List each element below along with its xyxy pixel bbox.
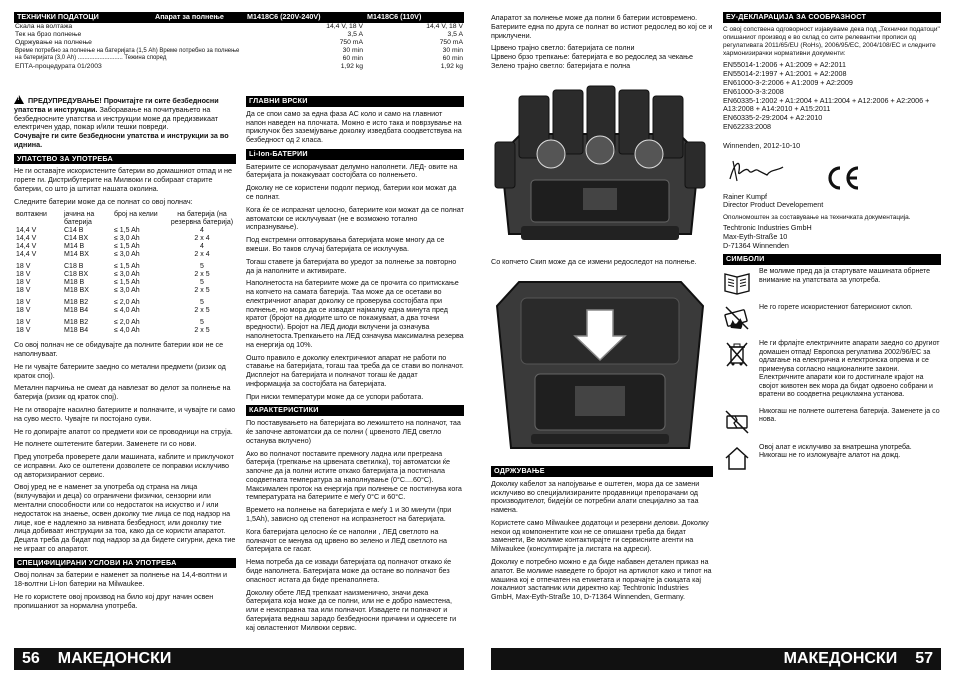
- battery-fire-icon: [723, 304, 751, 332]
- house-icon: [723, 444, 751, 472]
- damaged-battery-icon: [723, 408, 751, 436]
- battery-col-header: јачина на батерија: [64, 210, 95, 226]
- spec-section: [14, 12, 464, 72]
- usage-paragraph: Не ги оставајте искористените батерии во домашниот отпад и не горете ги. Дистрибутерите на Милвоки ги собираат старите батерии, со што ја штитат нашата околина.: [14, 166, 232, 194]
- battery-row: [14, 251, 236, 259]
- declaration-place-date: Winnenden, 2012-10-10: [723, 140, 801, 150]
- spec-header-title: ТЕХНИЧКИ ПОДАТОЦИ: [14, 12, 152, 23]
- symbol-row: [723, 408, 941, 436]
- battery-cell: ≤ 1,5 Ah: [114, 242, 140, 250]
- battery-cell: M18 B2: [64, 299, 89, 307]
- usage-paragraph: Не ги отворајте насилно батериите и полначите, и чувајте ги само на суво место. Чувајте ги постојано суви.: [14, 404, 236, 423]
- spec-header-charger: Апарат за полнење: [152, 12, 244, 23]
- right-page: [477, 0, 954, 677]
- symbols-heading: СИМБОЛИ: [723, 254, 941, 265]
- battery-cell: 14,4 V: [16, 226, 37, 234]
- warning-text: Заборавање на почитувањето на безбедносните упатства и инструкции може да предизвикаат електричен удар, пожар и/или тешки повреди.: [14, 104, 219, 132]
- spec-value: 1,92 kg: [340, 63, 363, 71]
- battery-row: [14, 235, 236, 243]
- spec-value: 14,4 V, 18 V: [426, 22, 463, 30]
- usage-paragraph: Не ги чувајте батериите заедно со метални предмети (ризик од краток спој).: [14, 361, 226, 380]
- battery-cell: M18 B: [64, 278, 85, 286]
- usage-paragraph: Не полнете оштетените батерии. Заменете ги со нови.: [14, 439, 197, 449]
- declaration-intro: С овој сопствена одговорност изјавуваме дека под „Технички податоци" опишаниот производ е во склад со сите релевантни прописи од регулативата 2011/65/EU (RoHs), 2006/95/EC, 2004/108/EC и следните хармонизирачки нормативни документи:: [723, 25, 940, 57]
- battery-row: [14, 315, 236, 327]
- battery-cell: ≤ 3,0 Ah: [114, 270, 140, 278]
- battery-cell: 5: [200, 319, 204, 327]
- symbol-row: [723, 444, 941, 472]
- charger-skip-image: [491, 276, 709, 456]
- battery-row: [14, 279, 236, 287]
- battery-cell: 18 V: [16, 262, 31, 270]
- li-ion-paragraph: Ошто правило е доколку електричниот апарат не работи по ставање на батеријата, тогаш таа треба да се стави во полначот. Дисплејот на батеријата и полначот тогаш ќе дадат информација за состојбата на батеријата.: [246, 352, 464, 388]
- battery-cell: 5: [200, 299, 204, 307]
- battery-cell: 5: [200, 262, 204, 270]
- usage-heading: УПАТСТВО ЗА УПОТРЕБА: [14, 154, 236, 165]
- conditions-paragraph: Овој полнач за батерии е наменет за полнење на 14,4-волтни и 18-волтни Li-Ion батерии на Milwaukee.: [14, 570, 228, 589]
- battery-cell: ≤ 1,5 Ah: [114, 262, 140, 270]
- battery-cell: ≤ 3,0 Ah: [114, 287, 140, 295]
- spec-value: 1,92 kg: [440, 63, 463, 71]
- usage-paragraph: Следните батерии може да се полнат со овој полнач:: [14, 196, 193, 206]
- battery-cell: C14 BX: [64, 234, 89, 242]
- usage-paragraph: Не го допирајте апатот со предмети кои се проводници на струја.: [14, 426, 233, 436]
- declaration-heading: ЕУ-ДЕКЛАРАЦИЈА ЗА СООБРАЗНОСТ: [723, 12, 941, 23]
- maintenance-paragraph: Користете само Milwaukee додатоци и резервни делови. Доколку некои од компонентите кои не се опишани треба да бидат заменети, Ве молиме контактирајте ги сервисните агенти на Milwaukee (консултирајте ја листата на адреси).: [491, 517, 709, 554]
- signature-image: [727, 157, 787, 185]
- spec-value: 3,5 A: [347, 30, 363, 38]
- charging-led-text: Црвено трајно светло: батеријата се полни Црвено брзо трепкање: батеријата е во редослед за чекање Зелено трајно светло: батеријата е полна: [491, 43, 693, 70]
- specified-conditions-heading: СПЕЦИФИЦИРАНИ УСЛОВИ НА УПОТРЕБА: [14, 558, 236, 569]
- charging-text: Апаратот за полнење може да полни 6 батерии истовремено. Батериите една по друга се полнат во истиот редослед во кој се и приклучени.: [491, 13, 713, 40]
- battery-cell: ≤ 4,0 Ah: [114, 327, 140, 335]
- warning-title: ПРЕДУПРЕДУВАЊЕ! Прочитајте ги сите безбедносни упатства и инструкции.: [14, 96, 219, 114]
- battery-cell: 14,4 V: [16, 234, 37, 242]
- battery-cell: 5: [200, 278, 204, 286]
- usage-paragraph: Металнн парчиња не смеат да навлезат во делот за полнење на батерија (ризик од краток спој).: [14, 383, 231, 402]
- battery-cell: 2 x 5: [194, 327, 210, 335]
- warning-block: [14, 95, 236, 150]
- battery-cell: 18 V: [16, 270, 31, 278]
- battery-cell: C18 BX: [64, 270, 89, 278]
- characteristics-paragraph: Кога батеријата целосно ќе се наполни , ЛЕД светлото на полначот се менува од црвено во зелено и ЛЕД светлото на батеријата се гасат.: [246, 526, 448, 554]
- spec-row: [14, 23, 464, 31]
- main-plugs-heading: ГЛАВНИ ВРСКИ: [246, 96, 464, 107]
- battery-row: [14, 259, 236, 271]
- battery-col-header: број на келии: [114, 210, 158, 218]
- battery-cell: 18 V: [16, 319, 31, 327]
- symbol-text: Не го горете искористениот батерискиот склоп.: [759, 304, 913, 312]
- book-icon: [723, 268, 751, 296]
- authorization-text: Ополномоштен за составување на техничката документација.: [723, 214, 911, 222]
- battery-cell: 2 x 5: [194, 287, 210, 295]
- warning-icon: [14, 95, 24, 104]
- spec-row: [14, 39, 464, 47]
- battery-cell: 2 x 4: [194, 234, 210, 242]
- ce-mark: [825, 165, 861, 191]
- battery-cell: 18 V: [16, 287, 31, 295]
- li-ion-paragraph: Тогаш ставете ја батеријата во уредот за полнење за повторно да ја наполните и активирате.: [246, 256, 457, 275]
- characteristics-paragraph: Ако во полначот поставите премногу ладна или прегреана батерија (трепкање на црвената светилка), тој автоматски ќе започне да ја полни истите откако батеријата ја постигнала соодветната температура за наполнување (0°C....60°C). Максимален проток на енергија при полнење се постигнува кога температурата на батериите е меѓу 0°C и 60°C.: [246, 448, 462, 502]
- page-number: 57: [915, 650, 933, 667]
- left-page-right-column: [246, 92, 464, 636]
- usage-paragraph: Овој уред не е наменет за употреба од страна на лица (вклучувајки и деца) со ограничени физички, сензорни или ментални способности или со недостаток на искуство и / или недостаток на знаење, освен доколку тие лица се под надзор на лице, кое е надлежно за нивната безбедност, или доколку тие лица добиваат инструкции за тоа, какo да се користи апаратот. Децата треба да бидат под надзор за да бидете сигурни, дека тие не играат со апаратот.: [14, 482, 236, 553]
- warning-keep: Сочувајте ги сите безбедносни упатства и инструкции за во иднина.: [14, 131, 229, 149]
- characteristics-heading: КАРАКТЕРИСТИКИ: [246, 405, 464, 416]
- battery-cell: ≤ 4,0 Ah: [114, 307, 140, 315]
- characteristics-paragraph: Доколку обете ЛЕД трепкаат наизменично, значи дека батеријата која може да се полни, или не е добро наместена, или е неисправна таа или полначот. Извадете ги полначот и батеријата веднаш зарадо безбедносни причини и однесете ги кај овластениот Милвоки сервис.: [246, 587, 457, 632]
- battery-cell: ≤ 3,0 Ah: [114, 250, 140, 258]
- usage-paragraph: Пред употреба проверете дали машината, каблите и приклучокот се исправни. Ако се оштетени дозволете се поправки исклучиво од авторизираниот сервис.: [14, 452, 234, 479]
- battery-cell: M18 B2: [64, 319, 89, 327]
- left-column: [14, 95, 236, 615]
- battery-row: [14, 243, 236, 251]
- battery-cell: 18 V: [16, 278, 31, 286]
- skip-caption: Со копчето Скип може да се измени редоследот на полнење.: [491, 257, 697, 266]
- spec-label: Тек на брзо полнење: [15, 30, 82, 38]
- battery-col-header: на батерија (на резервна батерија): [170, 210, 234, 226]
- battery-cell: ≤ 3,0 Ah: [114, 234, 140, 242]
- battery-table: [14, 211, 236, 336]
- left-page-footer: [14, 648, 464, 670]
- li-ion-heading: Li-Ion-БАТЕРИИ: [246, 149, 464, 160]
- spec-table: [14, 12, 464, 72]
- symbol-row: [723, 304, 941, 332]
- battery-cell: 18 V: [16, 307, 31, 315]
- maintenance-heading: ОДРЖУВАЊЕ: [491, 466, 713, 477]
- battery-cell: 4: [200, 226, 204, 234]
- symbol-row: [723, 340, 941, 400]
- spec-value: 3,5 A: [447, 30, 463, 38]
- battery-cell: 14,4 V: [16, 250, 37, 258]
- li-ion-paragraph: Под екстремни оптоварувања батеријата може многу да се вжеши. Во таков случај батеријата се исклучува.: [246, 235, 445, 253]
- li-ion-paragraph: Наполнетоста на батериите може да се прочита со притискање на копчето на самата батерија. Таа може да се осетави во електричниот апарат доколку се проверува состојбата при полнење, но мора да се извадат најмалку една минута пред кратот (бројот на диодите што се покажуваат, а два точни вредности). Бројот на ЛЕД диоди вклучени ја означува наполнетоста.Трепкањето на ЛЕД означува максимална резерва на енергија од 10%.: [246, 278, 464, 349]
- battery-row: [14, 327, 236, 335]
- spec-row: [14, 47, 464, 63]
- symbol-text: Не ги фрлајте електричните апарати заедно со другиот домашен отпад! Европска регулатива 2002/96/EC за одлагање на електрична и електронска опрема и се применува согласно националните закони. Електричните апарати кои го достигнале крајот на својот животен век мора да бидат одвоено собрани и вратени во соодветна рециклажна установа.: [759, 340, 940, 399]
- battery-cell: 18 V: [16, 327, 31, 335]
- battery-cell: M18 B4: [64, 307, 89, 315]
- maintenance-paragraph: Доколку е потребно можно е да биде набавен детален приказ на апатот. Ве молиме наведете го бројот на артиклот како и типот на машина кој е отпечатен на етикетата и порачајте ја скицата кај локалниот застапник или директно кај: Techtronic Industries GmbH, Max-Eyth-Straße 10, D-71364 Winnenden, Germany.: [491, 557, 712, 602]
- battery-row: [14, 295, 236, 307]
- spec-label: Време потребно за полнење на батеријата (1,5 Ah) Време потребно за полнење на батеријата (3,0 Ah) ........................... Тежина според: [15, 48, 240, 62]
- battery-cell: ≤ 1,5 Ah: [114, 226, 140, 234]
- signer-title: Director Product Developement: [723, 200, 824, 210]
- page-number: 56: [22, 650, 40, 667]
- battery-cell: M18 BX: [64, 287, 89, 295]
- skip-caption-wrap: [491, 258, 713, 271]
- spec-value: 750 mA: [439, 38, 463, 46]
- conditions-paragraph: Не го користете овој производ на било кој друг начин освен пропишаниот за нормална употреба.: [14, 592, 214, 610]
- spec-label: Скала на волтажа: [15, 22, 73, 30]
- usage-paragraph: Со овој полнач не се обидувајте да полните батерии кои не се наполнуваат.: [14, 340, 224, 359]
- battery-table-header: [14, 211, 236, 227]
- main-plugs-text: Да се спои само за една фаза AC коло и само на главниот напон наведен на плочката. Можно е исто така и поврзување на приклучок без заземјување доколку изведбата соодветствува на безбедност од 2 класа.: [246, 108, 462, 145]
- battery-cell: 14,4 V: [16, 242, 37, 250]
- maintenance-section: [491, 462, 713, 606]
- declaration-standards: EN55014-1:2006 + A1:2009 + A2:2011 EN55014-2:1997 + A1:2001 + A2:2008 EN61000-3-2:2006 + A1:2009 + A2:2009 EN61000-3-3:2008 EN60335-1:2002 + A1:2004 + A11:2004 + A12:2006 + A2:2006 + A13:2008 + A14:2010 + A15:2011 EN60335-2-29:2004 + A2:2010 EN62233:2008: [723, 60, 930, 131]
- spec-value: 750 mA: [339, 38, 363, 46]
- charger-image: [491, 84, 709, 254]
- crossed-bin-icon: [723, 340, 751, 368]
- page-language: МАКЕДОНСКИ: [57, 650, 172, 667]
- li-ion-paragraph: Кога ќе се испразнат целосно, батериите кои можат да се полнат автоматски се исклучуваат (не е возможно тотално испразнување).: [246, 204, 464, 232]
- signer-name: Rainer Kumpf: [723, 191, 767, 201]
- battery-cell: 2 x 5: [194, 270, 210, 278]
- spec-value: 30 min 60 min: [342, 47, 363, 63]
- characteristics-paragraph: Нема потреба да се извади батеријата од полначот откако ќе биде наполнета. Батеријата може да остане во полначот без опасност истата да биде пренаполнета.: [246, 557, 452, 584]
- right-page-footer: [491, 648, 941, 670]
- charger-illustration: [491, 84, 709, 254]
- characteristics-paragraph: Времето на полнење на батеријата е меѓу 1 и 30 минути (при 1,5Ah), зависно од степенот на испразнетост на батеријата.: [246, 505, 452, 524]
- battery-cell: ≤ 2,0 Ah: [114, 319, 140, 327]
- battery-cell: ≤ 1,5 Ah: [114, 278, 140, 286]
- li-ion-paragraph: Доколку не се користени подолг период, батерии кои можат да се полнат.: [246, 183, 457, 202]
- battery-cell: 2 x 4: [194, 250, 210, 258]
- battery-cell: 18 V: [16, 299, 31, 307]
- symbol-text: Никогаш не полнете оштетена батерија. Заменете ја со нова.: [759, 407, 940, 424]
- right-page-left-column: [491, 14, 713, 75]
- battery-row: [14, 227, 236, 235]
- li-ion-paragraph: При ниски температури може да се успори работата.: [246, 391, 424, 401]
- battery-cell: C14 B: [64, 226, 84, 234]
- battery-cell: ≤ 2,0 Ah: [114, 299, 140, 307]
- spec-row: [14, 31, 464, 39]
- charger-skip-illustration: [491, 276, 709, 456]
- battery-cell: M18 B4: [64, 327, 89, 335]
- symbol-text: Ве молиме пред да ја стартувате машината обрнете внимание на упатствата за употреба.: [759, 268, 931, 284]
- spec-label: ЕПТА-процедурата 01/2003: [15, 63, 102, 71]
- spec-row: [14, 63, 464, 71]
- battery-cell: M14 B: [64, 242, 85, 250]
- symbol-text: Овој алат е исклучиво за внатрешна употреба. Никогаш не го изложувајте алатот на дожд.: [759, 443, 912, 460]
- symbol-row: [723, 268, 941, 296]
- li-ion-paragraph: Батериите се испорачуваат делумно наполнети. ЛЕД- овите на батеријата ја покажуваат состојбата со полнењето.: [246, 161, 458, 180]
- signature-area: [723, 155, 941, 193]
- battery-cell: C18 B: [64, 262, 84, 270]
- battery-cell: M14 BX: [64, 250, 89, 258]
- spec-value: 14,4 V, 18 V: [326, 22, 363, 30]
- declaration-column: [723, 10, 941, 480]
- spec-value: 30 min 60 min: [442, 47, 463, 63]
- spec-label: Одржување на полнење: [15, 38, 92, 46]
- company-address: Techtronic Industries GmbH Max-Eyth-Straße 10 D-71364 Winnenden: [723, 222, 812, 250]
- page-language: МАКЕДОНСКИ: [783, 650, 898, 667]
- battery-row: [14, 287, 236, 295]
- battery-cell: 2 x 5: [194, 307, 210, 315]
- battery-row: [14, 307, 236, 315]
- spec-header-model-2: M1418C6 (110V): [364, 12, 464, 23]
- battery-cell: 4: [200, 242, 204, 250]
- spec-header-model-1: M1418C6 (220V-240V): [244, 12, 364, 23]
- characteristics-paragraph: По поставувањето на батеријата во лежиштето на полначот, таа ќе започне автоматски да се полни ( црвеното ЛЕД светло останува вклучено): [246, 418, 461, 445]
- battery-row: [14, 271, 236, 279]
- maintenance-paragraph: Доколку кабелот за напојување е оштетен, мора да се замени исклучиво во специјализираните продавници препорачани од производителот, бидејќи се потребни алати специјално за таа намена.: [491, 478, 700, 515]
- battery-col-header: волтажни: [16, 210, 47, 218]
